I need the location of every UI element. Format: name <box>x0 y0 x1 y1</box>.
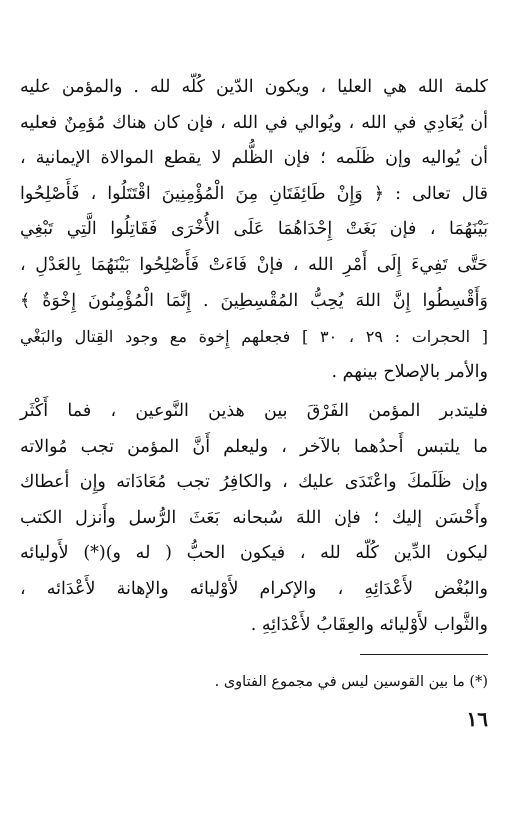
text-line: حَتَّى تَفِيءَ إِلَى أَمْرِ الله ، فإنْ فَاءَتْ فَأَصْلِحُوا بَيْنَهُمَا بِالعَدْلِ ، <box>20 254 488 275</box>
text-line: وإن ظَلَمكَ واعْتَدَى عليك ، والكافِرُ تجب مُعَادَاته وإِن أعطاك <box>20 472 488 493</box>
text-line: ليكون الدِّين كُلّه لله ، فيكون الحبُّ ( له و)(*) لأَوليائه <box>20 543 488 564</box>
text-line: أن يُعَادِي في الله ، ويُوالي في الله ، فإن كان هناك مُؤمِنٌ فعليه <box>20 112 488 133</box>
paragraph-1 <box>20 70 488 390</box>
footnote-divider <box>360 654 488 655</box>
text-line: وَأَقْسِطُوا إِنَّ اللهَ يُحِبُّ المُقْسِطِينَ . إِنَّمَا الْمُؤْمِنُونَ إِخْوَةٌ ﴾ <box>20 290 488 311</box>
page-number: ١٦ <box>466 707 488 731</box>
text-line: والأمر بالإصلاح بينهم . <box>331 361 488 382</box>
text-line: بَيْنَهُمَا ، فإن بَغَتْ إِحْدَاهُمَا عَلَى الأُخْرَى فَقَاتِلُوا الَّتِي تَبْغِي <box>20 219 488 240</box>
paragraph-2 <box>20 394 488 643</box>
text-line: فليتدبر المؤمن الفَرْقَ بين هذين النَّوعين ، فما أَكْثَر <box>20 401 488 421</box>
text-line: وأَحْسَن إليك ؛ فإن اللهَ سُبحانه بَعَثَ الرُّسل وأَنزل الكتب <box>20 507 488 528</box>
text-line: أن يُواليه وإن ظَلَمه ؛ فإن الظُّلم لا يقطع الموالاة الإيمانية ، <box>20 148 488 169</box>
text-line: [ الحجرات : ٢٩ ، ٣٠ ] فجعلهم إِخوة مع وجود القِتال والبَغْي <box>20 327 489 347</box>
footnote: (*) ما بين القوسين ليس في مجموع الفتاوى . <box>214 674 488 690</box>
text-line: والثَّواب لأَوْليائه والعِقَابُ لأَعْدَائِهِ . <box>250 614 488 635</box>
text-line: قال تعالى : ﴿ وَإِنْ طَائِفَتَانِ مِنَ الْمُؤْمِنِينَ اقْتَتَلُوا ، فَأَصْلِحُوا <box>20 183 488 204</box>
text-line: والبُغْض لأَعْدَائِهِ ، والإكرام لأَوْليائه والإهانة لأَعْدَائه ، <box>20 578 488 599</box>
text-line: كلمة الله هي العليا ، ويكون الدّين كُلّه لله . والمؤمن عليه <box>20 77 488 97</box>
text-line: ما يلتبس أَحدُهما بالآخر ، وليعلم أَنَّ المؤمن تجب مُوالاته <box>20 436 488 457</box>
